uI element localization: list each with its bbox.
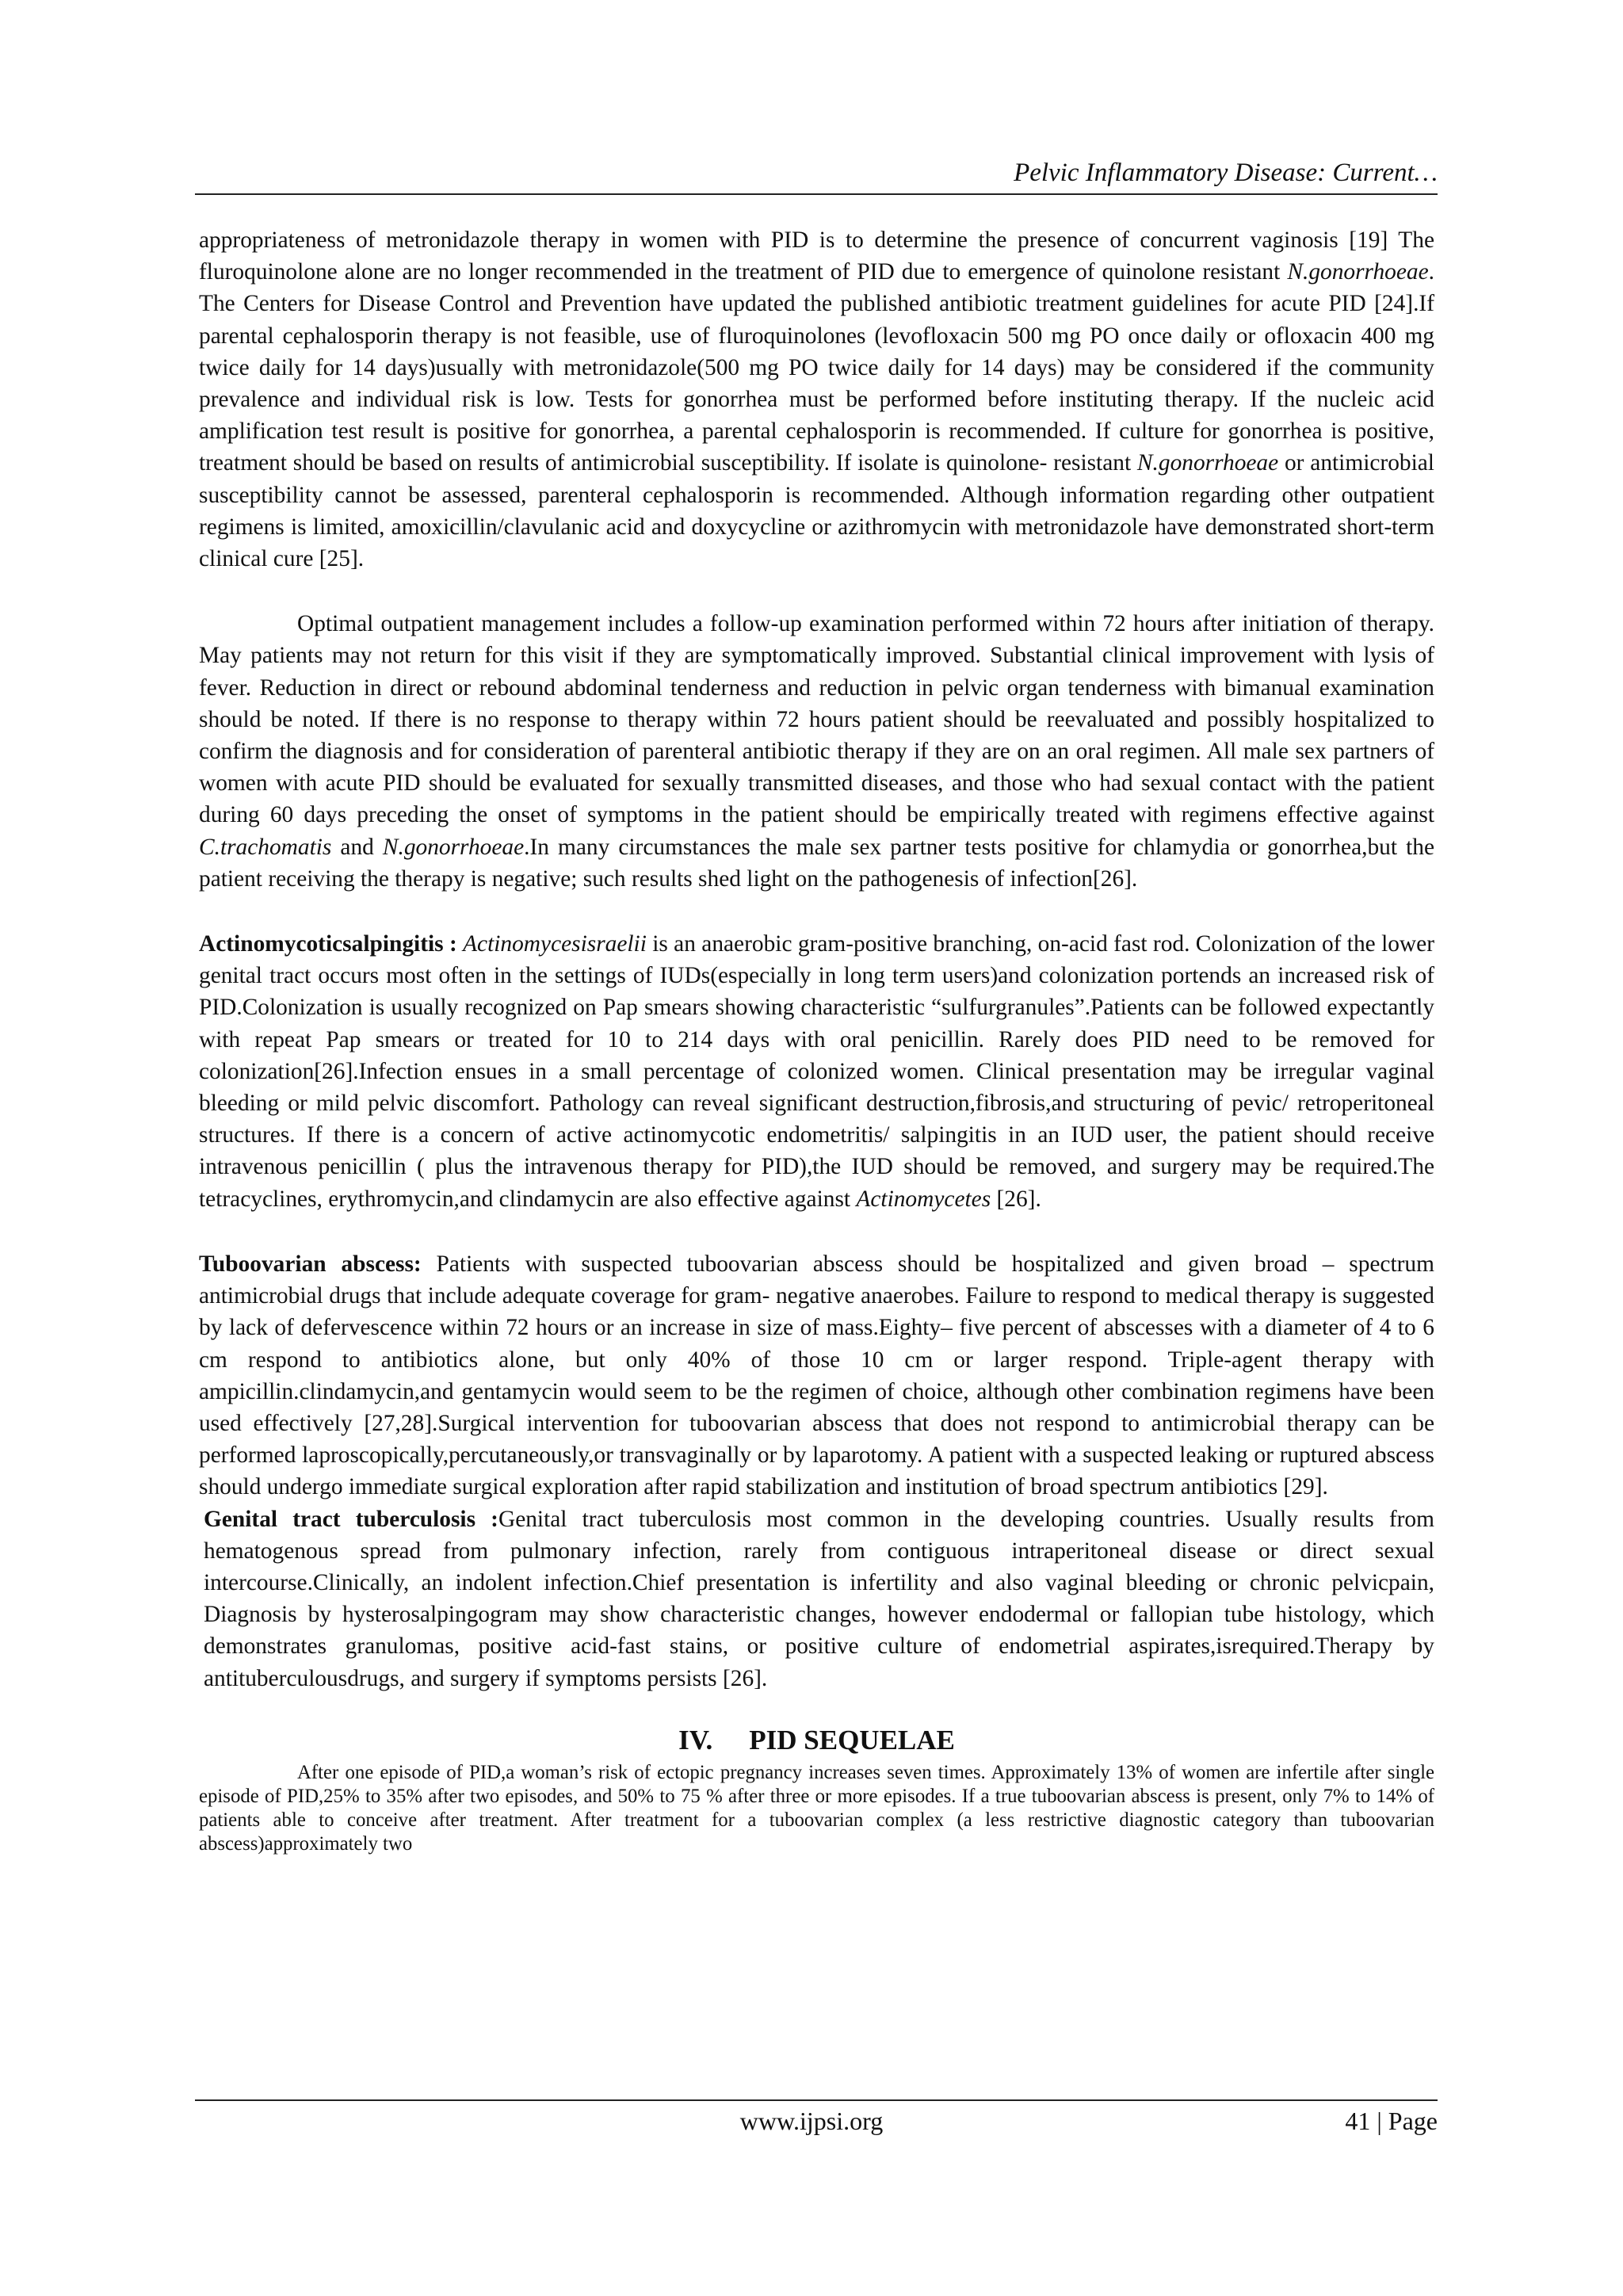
paragraph-tuboovarian-abscess	[199, 1248, 1434, 1503]
paragraph-genital-tuberculosis	[199, 1503, 1434, 1694]
text-run: .In many circumstances the male sex partner tests positive for chlamydia or gonorrhea,but the patient receiving the therapy is negative; such results shed light on the pathogenesis of infection[26].	[199, 834, 1434, 892]
run-in-heading: Tuboovarian abscess:	[199, 1251, 422, 1277]
text-run: and	[331, 834, 383, 860]
text-run: Optimal outpatient management includes a follow-up examination performed within 72 hours after initiation of therapy. May patients may not return for this visit if they are symptomatically improved. Substantial clinical improvement with lysis of fever. Reduction in direct or rebound abdominal tenderness and reduction in pelvic organ tenderness with bimanual examination should be noted. If there is no response to therapy within 72 hours patient should be reevaluated and possibly hospitalized to confirm the diagnosis and for consideration of parenteral antibiotic therapy if they are on an oral regimen. All male sex partners of women with acute PID should be evaluated for sexually transmitted diseases, and those who had sexual contact with the patient during 60 days preceding the onset of symptoms in the patient should be empirically treated with regimens effective against	[199, 611, 1434, 828]
section-number: IV.	[678, 1724, 713, 1755]
paragraph-actinomycotic-salpingitis	[199, 928, 1434, 1215]
text-run: Genital tract tuberculosis most common in the developing countries. Usually results from hematogenous spread from pulmonary infection, rarely from contiguous intraperitoneal disease or direct sexual intercourse.Clinically, an indolent infection.Chief presentation is infertility and also vaginal bleeding or chronic pelvicpain, Diagnosis by hysterosalpingogram may show characteristic changes, however endodermal or fallopian tube histology, which demonstrates granulomas, positive acid-fast stains, or positive culture of endometrial aspirates,isrequired.Therapy by antituberculousdrugs, and surgery if symptoms persists [26].	[204, 1506, 1434, 1691]
footer-url: www.ijpsi.org	[739, 2107, 884, 2135]
italic-term: Actinomycetes	[856, 1186, 991, 1212]
text-run: is an anaerobic gram-positive branching, on-acid fast rod. Colonization of the lower genital tract occurs most often in the settings of IUDs(especially in long term users)and colonization portends an increased risk of PID.Colonization is usually recognized on Pap smears showing characteristic “sulfurgranules”.Patients can be followed expectantly with repeat Pap smears or treated for 10 to 214 days with oral penicillin. Rarely does PID need to be removed for colonization[26].Infection ensues in a small percentage of colonized women. Clinical presentation may be irregular vaginal bleeding or mild pelvic discomfort. Pathology can reveal significant destruction,fibrosis,and structuring of pevic/ retroperitoneal structures. If there is a concern of active actinomycotic endometritis/ salpingitis in an IUD user, the patient should receive intravenous penicillin ( plus the intravenous therapy for PID),the IUD should be removed, and surgery may be required.The tetracyclines, erythromycin,and clindamycin are also effective against	[199, 931, 1434, 1212]
italic-term: Actinomycesisraelii	[463, 931, 647, 957]
paragraph-outpatient-management	[199, 608, 1434, 895]
text-run: [26].	[991, 1186, 1041, 1212]
running-head: Pelvic Inflammatory Disease: Current…	[1014, 159, 1438, 187]
header-rule	[195, 193, 1438, 195]
italic-term: N.gonorrhoeae	[1287, 259, 1429, 285]
section-title: PID SEQUELAE	[749, 1724, 955, 1755]
text-run: appropriateness of metronidazole therapy in women with PID is to determine the presence of concurrent vaginosis [19] The fluroquinolone alone are no longer recommended in the treatment of PID due to emergence of quinolone resistant	[199, 227, 1434, 285]
run-in-heading: Genital tract tuberculosis :	[204, 1506, 498, 1532]
text-run: Patients with suspected tuboovarian abscess should be hospitalized and given broad – spectrum antimicrobial drugs that include adequate coverage for gram- negative anaerobes. Failure to respond to medical therapy is suggested by lack of defervescence within 72 hours or an increase in size of mass.Eighty– five percent of abscesses with a diameter of 4 to 6 cm respond to antibiotics alone, but only 40% of those 10 cm or larger respond. Triple-agent therapy with ampicillin.clindamycin,and gentamycin would seem to be the regimen of choice, although other combination regimens have been used effectively [27,28].Surgical intervention for tuboovarian abscess that does not respond to antimicrobial therapy can be performed laproscopically,percutaneously,or transvaginally or by laparotomy. A patient with a suspected leaking or ruptured abscess should undergo immediate surgical exploration after rapid stabilization and institution of broad spectrum antibiotics [29].	[199, 1251, 1434, 1500]
text-run: After one episode of PID,a woman’s risk of ectopic pregnancy increases seven times. Approximately 13% of women are infertile after single episode of PID,25% to 35% after two episodes, and 50% to 75 % after three or more episodes. If a true tuboovarian abscess is present, only 7% to 14% of patients able to conceive after treatment. After treatment for a tuboovarian complex (a less restrictive diagnostic category than tuboovarian abscess)approximately two	[199, 1761, 1434, 1855]
paragraph-pid-sequelae	[199, 1761, 1434, 1856]
run-in-heading: Actinomycoticsalpingitis :	[199, 931, 464, 957]
italic-term: C.trachomatis	[199, 834, 332, 860]
text-run: or antimicrobial susceptibility cannot be assessed, parenteral cephalosporin is recommended. Although information regarding other outpatient regimens is limited, amoxicillin/clavulanic acid and doxycycline or azithromycin with metronidazole have demonstrated short-term clinical cure [25].	[199, 450, 1434, 572]
article-body	[199, 224, 1434, 1856]
section-heading	[199, 1723, 1434, 1758]
italic-term: N.gonorrhoeae	[382, 834, 525, 860]
footer-rule	[195, 2099, 1438, 2101]
text-run: . The Centers for Disease Control and Prevention have updated the published antibiotic treatment guidelines for acute PID [24].If parental cephalosporin therapy is not feasible, use of fluroquinolones (levofloxacin 500 mg PO once daily or ofloxacin 400 mg twice daily for 14 days)usually with metronidazole(500 mg PO twice daily for 14 days) may be considered if the community prevalence and individual risk is low. Tests for gonorrhea must be performed before instituting therapy. If the nucleic acid amplification test result is positive for gonorrhea, a parental cephalosporin is recommended. If culture for gonorrhea is positive, treatment should be based on results of antimicrobial susceptibility. If isolate is quinolone- resistant	[199, 259, 1434, 476]
italic-term: N.gonorrhoeae	[1136, 450, 1279, 476]
footer-page-number: 41 | Page	[1345, 2107, 1438, 2135]
paragraph-metronidazole-therapy	[199, 224, 1434, 575]
